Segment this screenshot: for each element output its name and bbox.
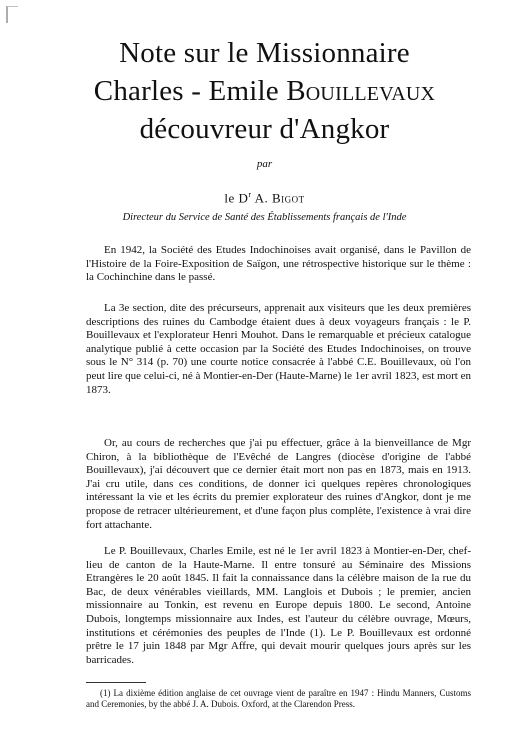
author — [0, 190, 529, 206]
author-prefix-sup: r — [248, 190, 252, 199]
scan-mark — [6, 6, 18, 23]
paragraph-3: Or, au cours de recherches que j'ai pu effectuer, grâce à la bienveillance de Mgr Chiron, à la bibliothèque de l'Evêché de Langres (diocèse d'origine de l'abbé Bouillevaux), j'ai découvert que ce dernier était mort non pas en 1873, mais en 1913. J'ai cru utile, dans ces conditions, de donner ici quelques repères chronologiques intéressant la vie et les écrits du premier explorateur des ruines d'Angkor, dont je me propose de retracer ultérieurement, et d'une façon plus complète, l'existence à vrai dire fort attachante. — [86, 437, 471, 531]
paragraph-2: La 3e section, dite des précurseurs, apprenait aux visiteurs que les deux premières descriptions des ruines du Cambodge étaient dues à deux voyageurs français : le P. Bouillevaux et l'explorateur Henri Mouhot. Dans le remarquable et précieux catalogue analytique publié à cette occasion par la Société des Etudes Indochinoises, on trouve sous le N° 314 (p. 70) une courte notice consacrée à l'abbé C.E. Bouillevaux, où l'on peut lire que celui-ci, né à Montier-en-Der (Haute-Marne) le 1er avril 1823, est mort en 1873. — [86, 302, 471, 396]
title-line-2 — [40, 74, 489, 108]
author-affiliation: Directeur du Service de Santé des Établissements français de l'Inde — [122, 212, 407, 223]
author-surname: Bigot — [271, 190, 305, 206]
footnote-rule — [86, 682, 146, 683]
title-line-2-name: Charles - Emile — [93, 75, 287, 107]
author-prefix: le D — [224, 190, 249, 206]
paragraph-1: En 1942, la Société des Etudes Indochinoises avait organisé, dans le Pavillon de l'Histoire de la Foire-Exposition de Saïgon, une rétrospective historique sur le thème : la Cochinchine dans le passé. — [86, 244, 471, 284]
title-line-1: Note sur le Missionnaire — [119, 37, 410, 69]
title-line-3: découvreur d'Angkor — [139, 113, 390, 145]
by-line: par — [256, 158, 273, 170]
title-line-2-surname: Bouillevaux — [286, 75, 436, 107]
footnote: (1) La dixième édition anglaise de cet ouvrage vient de paraître en 1947 : Hindu Manners, Customs and Ceremonies, by the abbé J. A. Dubois. Oxford, at the Clarendon Press. — [86, 688, 471, 709]
author-initial: A. — [251, 190, 272, 206]
paragraph-4: Le P. Bouillevaux, Charles Emile, est né le 1er avril 1823 à Montier-en-Der, chef-lieu de canton de la Haute-Marne. Il entre tonsuré au Séminaire des Missions Etrangères le 20 août 1845. Il fait la connaissance dans la célèbre maison de la rue du Bac, de deux vénérables vieillards, MM. Langlois et Dubois ; le premier, ancien missionnaire au Tonkin, est revenu en Europe depuis 1800. Le second, Antoine Dubois, longtemps missionnaire aux Indes, est l'auteur du célèbre ouvrage, Mœurs, institutions et cérémonies des peuples de l'Inde (1). Le P. Bouillevaux est ordonné prêtre le 17 juin 1848 par Mgr Affre, qui devait mourir quelques jours après sur les barricades. — [86, 545, 471, 666]
